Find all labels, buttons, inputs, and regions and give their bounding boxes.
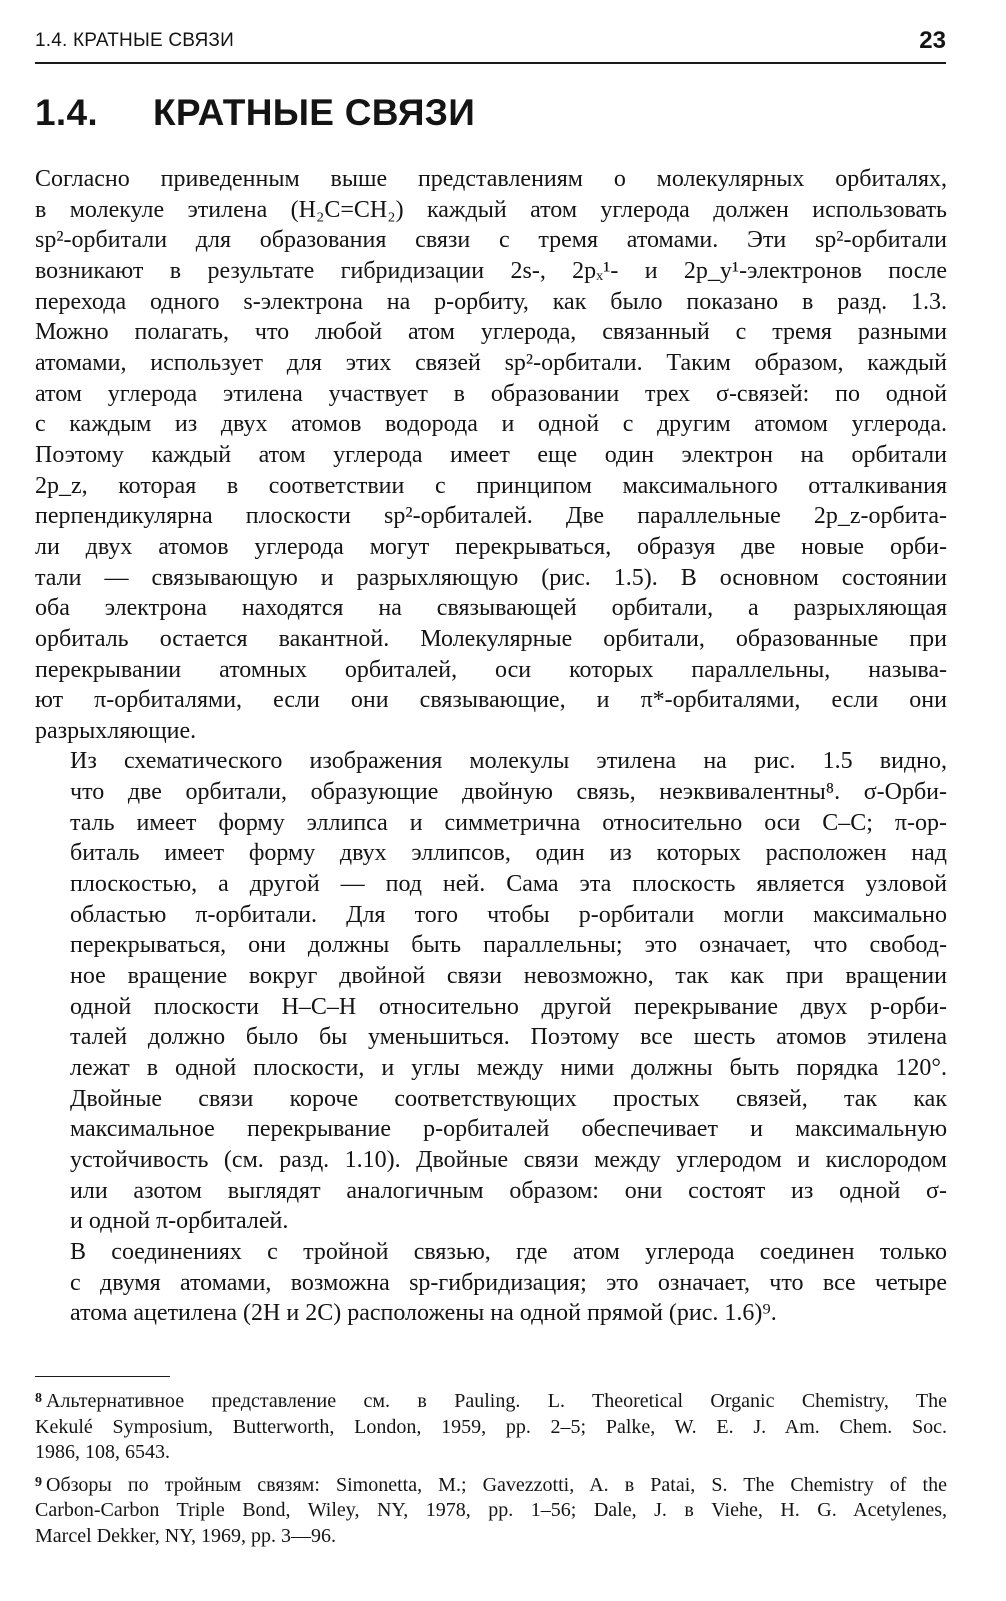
running-head-title: 1.4. КРАТНЫЕ СВЯЗИ	[35, 30, 234, 51]
text-line: талей должно было бы уменьшиться. Поэтому все шесть атомов этилена	[70, 1024, 947, 1051]
section-number: 1.4.	[35, 92, 98, 133]
footnote-line: $^8$ Альтернативное представление см. в Pauling. L. Theoretical Organic Chemistry, The	[35, 1390, 947, 1412]
text-line: в молекуле этилена (H₂C=CH₂) каждый атом углерода должен использовать	[35, 196, 947, 223]
text-line: плоскостью, а другой — под ней. Сама эта плоскость является узловой	[70, 871, 947, 898]
paragraph	[35, 746, 947, 1237]
footnote-line: Marcel Dekker, NY, 1969, pp. 3—96.	[35, 1524, 336, 1547]
footnote-line: Carbon-Carbon Triple Bond, Wiley, NY, 1978, pp. 1–56; Dale, J. в Viehe, H. G. Acetylenes,	[35, 1499, 947, 1521]
text-line: с двумя атомами, возможна sp-гибридизация; это означает, что все четыре	[70, 1269, 947, 1296]
text-line: что две орбитали, образующие двойную связь, неэквивалентны⁸. σ-Орби-	[70, 779, 947, 806]
text-line: перекрываться, они должны быть параллельны; это означает, что свобод-	[70, 932, 947, 959]
text-line: В соединениях с тройной связью, где атом углерода соединен только	[70, 1238, 947, 1265]
text-line: атом углерода этилена участвует в образовании трех σ-связей: по одной	[35, 380, 947, 407]
text-line: лежат в одной плоскости, и углы между ними должны быть порядка 120°.	[70, 1055, 947, 1082]
text-line: областью π-орбитали. Для того чтобы p-орбитали могли максимально	[70, 901, 947, 928]
text-line: атома ацетилена (2H и 2C) расположены на одной прямой (рис. 1.6)⁹.	[70, 1300, 777, 1327]
text-line: sp²-орбитали для образования связи с тремя атомами. Эти sp²-орбитали	[35, 227, 947, 254]
page-number: 23	[919, 27, 946, 54]
footnote	[35, 1386, 947, 1466]
text-line: максимальное перекрывание p-орбиталей обеспечивает и максимальную	[70, 1116, 947, 1143]
text-line: Двойные связи короче соответствующих простых связей, так как	[70, 1085, 947, 1112]
text-line: одной плоскости H–C–H относительно другой перекрывание двух p-орби-	[70, 993, 947, 1020]
footnote-line: Kekulé Symposium, Butterworth, London, 1959, pp. 2–5; Palke, W. E. J. Am. Chem. Soc.	[35, 1415, 947, 1438]
text-line: таль имеет форму эллипса и симметрична относительно оси C–C; π-ор-	[70, 809, 947, 836]
footnote-mark: 9	[35, 1474, 42, 1490]
text-line: перпендикулярна плоскости sp²-орбиталей. Две параллельные 2p_z-орбита-	[35, 503, 947, 530]
footnote-mark: 8	[35, 1391, 42, 1406]
text-line: возникают в результате гибридизации 2s-, 2pₓ¹- и 2p_y¹-электронов после	[35, 257, 947, 284]
text-line: 2p_z, которая в соответствии с принципом максимального отталкивания	[35, 472, 947, 499]
section-heading	[35, 92, 475, 134]
body-text	[35, 164, 947, 1329]
footnote-separator	[35, 1376, 170, 1377]
text-line: орбиталь остается вакантной. Молекулярные орбитали, образованные при	[35, 625, 947, 652]
text-line: атомами, использует для этих связей sp²-орбитали. Таким образом, каждый	[35, 349, 947, 376]
footnotes	[35, 1386, 947, 1553]
text-line: биталь имеет форму двух эллипсов, один из которых расположен над	[70, 840, 947, 867]
footnote-line: $^9$ Обзоры по тройным связям: Simonetta, M.; Gavezzotti, A. в Patai, S. The Chemistry of the	[35, 1473, 947, 1496]
paragraph	[35, 1237, 947, 1329]
text-line: оба электрона находятся на связывающей орбитали, а разрыхляющая	[35, 595, 947, 622]
text-line: разрыхляющие.	[35, 717, 197, 744]
footnote-line: 1986, 108, 6543.	[35, 1441, 170, 1463]
text-line: ют π-орбиталями, если они связывающие, и π*-орбиталями, если они	[35, 687, 947, 714]
text-line: и одной π-орбиталей.	[70, 1208, 289, 1235]
footnote	[35, 1470, 947, 1550]
text-line: Можно полагать, что любой атом углерода, связанный с тремя разными	[35, 319, 947, 346]
text-line: ли двух атомов углерода могут перекрываться, образуя две новые орби-	[35, 533, 947, 560]
text-line: тали — связывающую и разрыхляющую (рис. 1.5). В основном состоянии	[35, 564, 947, 591]
text-line: Из схематического изображения молекулы этилена на рис. 1.5 видно,	[70, 748, 947, 775]
text-line: или азотом выглядят аналогичным образом: они состоят из одной σ-	[70, 1177, 947, 1204]
paragraph	[35, 164, 947, 746]
text-line: перехода одного s-электрона на p-орбиту, как было показано в разд. 1.3.	[35, 288, 947, 315]
section-title: КРАТНЫЕ СВЯЗИ	[153, 92, 476, 133]
text-line: с каждым из двух атомов водорода и одной с другим атомом углерода.	[35, 411, 947, 438]
text-line: перекрывании атомных орбиталей, оси которых параллельны, называ-	[35, 656, 947, 683]
text-line: устойчивость (см. разд. 1.10). Двойные связи между углеродом и кислородом	[70, 1147, 947, 1173]
text-line: Согласно приведенным выше представлениям о молекулярных орбиталях,	[35, 166, 947, 192]
running-head	[35, 28, 946, 64]
text-line: Поэтому каждый атом углерода имеет еще один электрон на орбитали	[35, 441, 947, 468]
text-line: ное вращение вокруг двойной связи невозможно, так как при вращении	[70, 963, 947, 990]
